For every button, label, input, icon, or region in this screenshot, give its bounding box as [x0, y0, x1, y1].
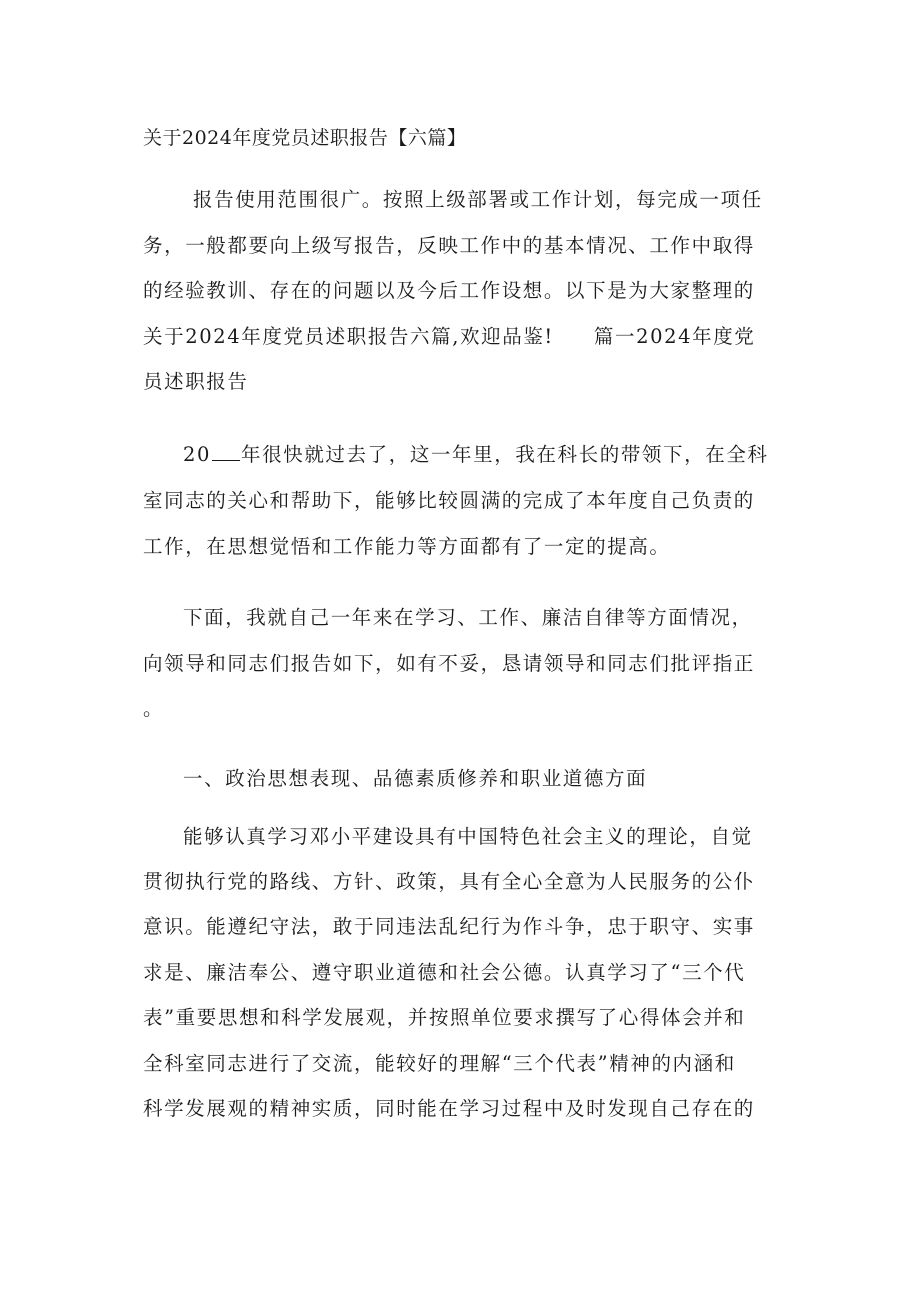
- year-prefix: 20: [183, 443, 212, 466]
- year-blank: [212, 442, 240, 461]
- para1-line-1: [183, 440, 823, 470]
- para3-line-2: 贯彻执行党的路线、方针、政策，具有全心全意为人民服务的公仆: [143, 870, 755, 893]
- intro-line-4: [143, 322, 783, 352]
- para1-line-3: 工作，在思想觉悟和工作能力等方面都有了一定的提高。: [143, 535, 671, 558]
- para3-line-3: 意识。能遵纪守法，敢于同违法乱纪行为作斗争，忠于职守、实事: [143, 915, 755, 938]
- para2-line-3: 。: [143, 697, 165, 720]
- intro-line-4-text: 关于2024年度党员述职报告六篇,欢迎品鉴!: [143, 325, 554, 348]
- article-one-heading: 篇一2024年度党: [593, 325, 756, 348]
- para1-line-2: 室同志的关心和帮助下，能够比较圆满的完成了本年度自己负责的: [143, 489, 755, 512]
- para3-line-7: 科学发展观的精神实质，同时能在学习过程中及时发现自己存在的: [143, 1097, 755, 1120]
- para3-line-1: 能够认真学习邓小平建设具有中国特色社会主义的理论，自觉: [183, 825, 753, 848]
- document-title: 关于2024年度党员述职报告【六篇】: [143, 127, 467, 149]
- para3-line-4: 求是、廉洁奉公、遵守职业道德和社会公德。认真学习了“三个代: [143, 961, 746, 984]
- para3-line-5: 表”重要思想和科学发展观，并按照单位要求撰写了心得体会并和: [143, 1006, 746, 1029]
- intro-line-3: 的经验教训、存在的问题以及今后工作设想。以下是为大家整理的: [143, 279, 755, 302]
- para1-line-1-text: 年很快就过去了，这一年里，我在科长的带领下，在全科: [241, 443, 769, 466]
- intro-line-2: 务，一般都要向上级写报告，反映工作中的基本情况、工作中取得: [143, 234, 755, 257]
- para3-line-6: 全科室同志进行了交流，能较好的理解“三个代表”精神的内涵和: [143, 1052, 736, 1075]
- para2-line-1: 下面，我就自己一年来在学习、工作、廉洁自律等方面情况，: [183, 606, 753, 629]
- para2-line-2: 向领导和同志们报告如下，如有不妥，恳请领导和同志们批评指正: [143, 652, 755, 675]
- intro-line-1: 报告使用范围很广。按照上级部署或工作计划，每完成一项任: [193, 188, 763, 211]
- intro-line-5: 员述职报告: [143, 370, 249, 393]
- section-1-heading: 一、政治思想表现、品德素质修养和职业道德方面: [183, 767, 648, 790]
